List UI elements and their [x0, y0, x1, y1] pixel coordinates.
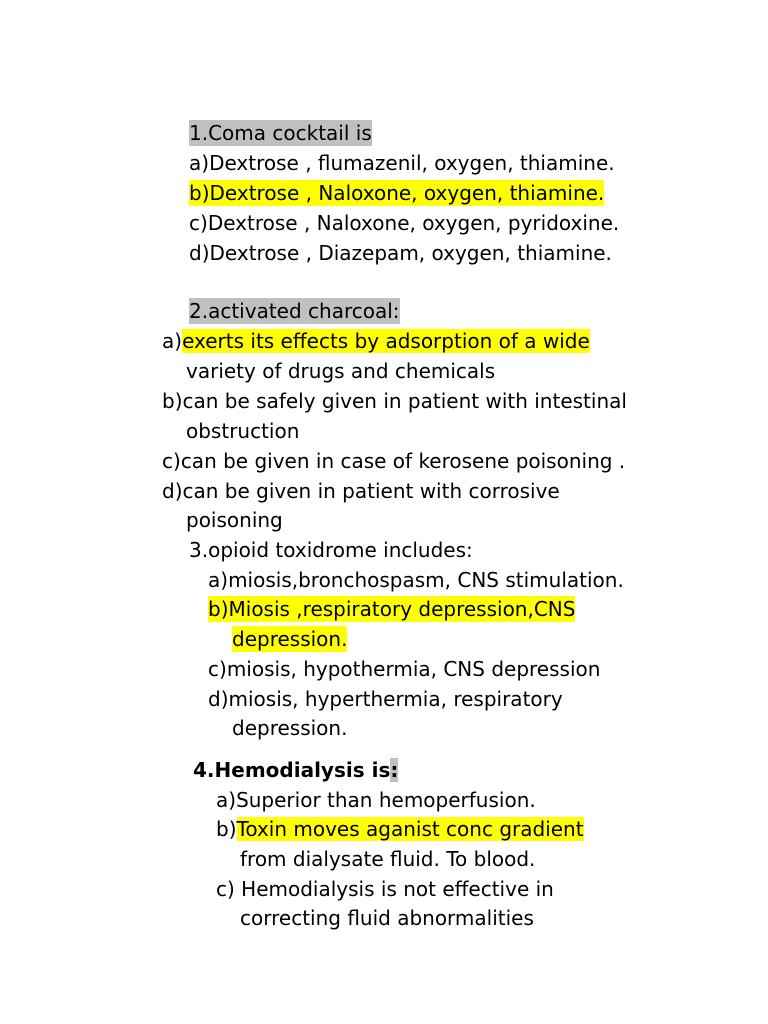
- question-4-title: [193, 757, 398, 783]
- option-marker: b): [189, 181, 210, 205]
- option-text: Toxin moves aganist conc gradient: [236, 817, 584, 841]
- q2-option-b-continuation: obstruction: [186, 419, 300, 443]
- q3-option-d: [208, 686, 563, 712]
- option-text: Superior than hemoperfusion.: [236, 788, 536, 812]
- q3-option-c: [208, 656, 600, 682]
- option-marker: a): [208, 568, 229, 592]
- option-marker: d): [189, 241, 210, 265]
- option-marker: a): [189, 151, 210, 175]
- option-text: Dextrose , Naloxone, oxygen, pyridoxine.: [207, 211, 620, 235]
- option-text: miosis, hypothermia, CNS depression: [226, 657, 601, 681]
- q2-option-b: [162, 388, 627, 414]
- option-text: Dextrose , Naloxone, oxygen, thiamine.: [209, 181, 605, 205]
- option-marker: c): [216, 877, 235, 901]
- option-text: Miosis ,respiratory depression,CNS: [228, 597, 576, 621]
- q1-option-a: [189, 150, 615, 176]
- question-1-title: 1.Coma cocktail is: [189, 121, 372, 145]
- option-text: Hemodialysis is not effective in: [234, 877, 554, 901]
- question-3-title: 3.opioid toxidrome includes:: [189, 538, 473, 562]
- question-4-title-text: 4.Hemodialysis is: [193, 758, 391, 782]
- option-text: can be given in patient with corrosive: [182, 479, 560, 503]
- option-text: miosis, hyperthermia, respiratory: [228, 687, 563, 711]
- q2-option-d-continuation: poisoning: [186, 508, 283, 532]
- option-marker: c): [162, 449, 181, 473]
- option-marker: b): [162, 389, 183, 413]
- q1-option-b-answer: [189, 180, 604, 206]
- option-text: Dextrose , Diazepam, oxygen, thiamine.: [209, 241, 612, 265]
- option-marker: c): [189, 211, 208, 235]
- q3-option-b-answer: [208, 596, 575, 622]
- q4-option-c-continuation: correcting fluid abnormalities: [240, 906, 534, 930]
- q3-option-a: [208, 567, 624, 593]
- q2-option-d: [162, 478, 560, 504]
- q3-option-b-continuation: depression.: [232, 627, 348, 651]
- option-text: can be given in case of kerosene poisoning .: [180, 449, 626, 473]
- q1-option-c: [189, 210, 619, 236]
- option-text: can be safely given in patient with intestinal: [182, 389, 627, 413]
- option-marker: a): [162, 329, 183, 353]
- q1-option-d: [189, 240, 612, 266]
- q3-option-d-continuation: depression.: [232, 716, 348, 740]
- q4-option-c: [216, 876, 554, 902]
- q4-option-a: [216, 787, 536, 813]
- option-marker: d): [162, 479, 183, 503]
- q4-option-b-answer: [216, 816, 584, 842]
- question-2-title: 2.activated charcoal:: [189, 299, 400, 323]
- q2-option-a-continuation: variety of drugs and chemicals: [186, 359, 496, 383]
- option-marker: b): [208, 597, 229, 621]
- option-marker: a): [216, 788, 237, 812]
- q2-option-a-answer: [162, 328, 590, 354]
- option-text: exerts its effects by adsorption of a wide: [182, 329, 590, 353]
- option-text: miosis,bronchospasm, CNS stimulation.: [228, 568, 624, 592]
- q2-option-c: [162, 448, 625, 474]
- option-marker: b): [216, 817, 237, 841]
- option-marker: c): [208, 657, 227, 681]
- option-text: Dextrose , flumazenil, oxygen, thiamine.: [209, 151, 615, 175]
- question-4-title-colon: :: [390, 758, 399, 782]
- option-marker: d): [208, 687, 229, 711]
- q4-option-b-continuation: from dialysate fluid. To blood.: [240, 847, 536, 871]
